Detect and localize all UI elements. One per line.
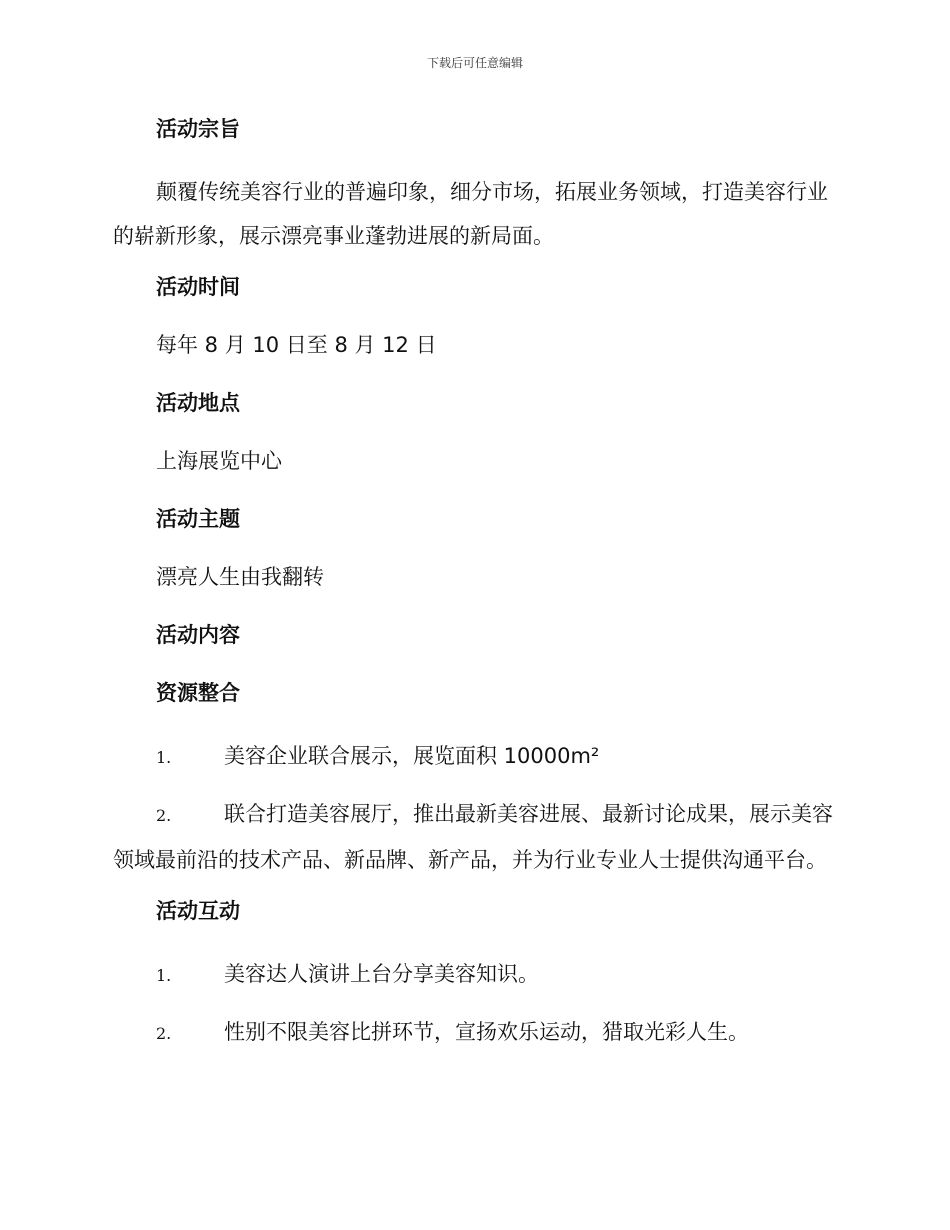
heading-resource: 资源整合 [156, 681, 240, 705]
heading-purpose: 活动宗旨 [156, 117, 240, 141]
heading-theme: 活动主题 [156, 507, 240, 531]
heading-place: 活动地点 [156, 391, 240, 415]
list-text: 美容达人演讲上台分享美容知识。 [224, 962, 539, 986]
list-number: 2. [156, 1024, 172, 1043]
list-item-interaction-1 [113, 952, 833, 998]
list-item-interaction-2 [113, 1010, 833, 1056]
heading-interaction: 活动互动 [156, 899, 240, 923]
paragraph-time: 每年 8 月 10 日至 8 月 12 日 [156, 333, 437, 357]
heading-content: 活动内容 [156, 623, 240, 647]
list-number: 1. [156, 748, 172, 767]
heading-time: 活动时间 [156, 275, 240, 299]
list-item-resource-1 [113, 734, 833, 780]
list-number: 2. [156, 806, 172, 825]
page-header-note: 下载后可任意编辑 [426, 56, 523, 70]
paragraph-purpose: 颠覆传统美容行业的普遍印象，细分市场，拓展业务领域，打造美容行业的崭新形象，展示漂亮事业蓬勃进展的新局面。 [113, 180, 828, 248]
list-text: 美容企业联合展示，展览面积 10000m² [224, 744, 600, 768]
paragraph-theme: 漂亮人生由我翻转 [156, 565, 324, 589]
document-body [113, 112, 833, 1068]
list-text: 性别不限美容比拼环节，宣扬欢乐运动，猎取光彩人生。 [224, 1020, 749, 1044]
list-text: 联合打造美容展厅，推出最新美容进展、最新讨论成果，展示美容领域最前沿的技术产品、新品牌、新产品，并为行业专业人士提供沟通平台。 [113, 802, 833, 872]
list-item-resource-2 [113, 792, 833, 882]
paragraph-place: 上海展览中心 [156, 449, 282, 473]
list-number: 1. [156, 966, 172, 985]
